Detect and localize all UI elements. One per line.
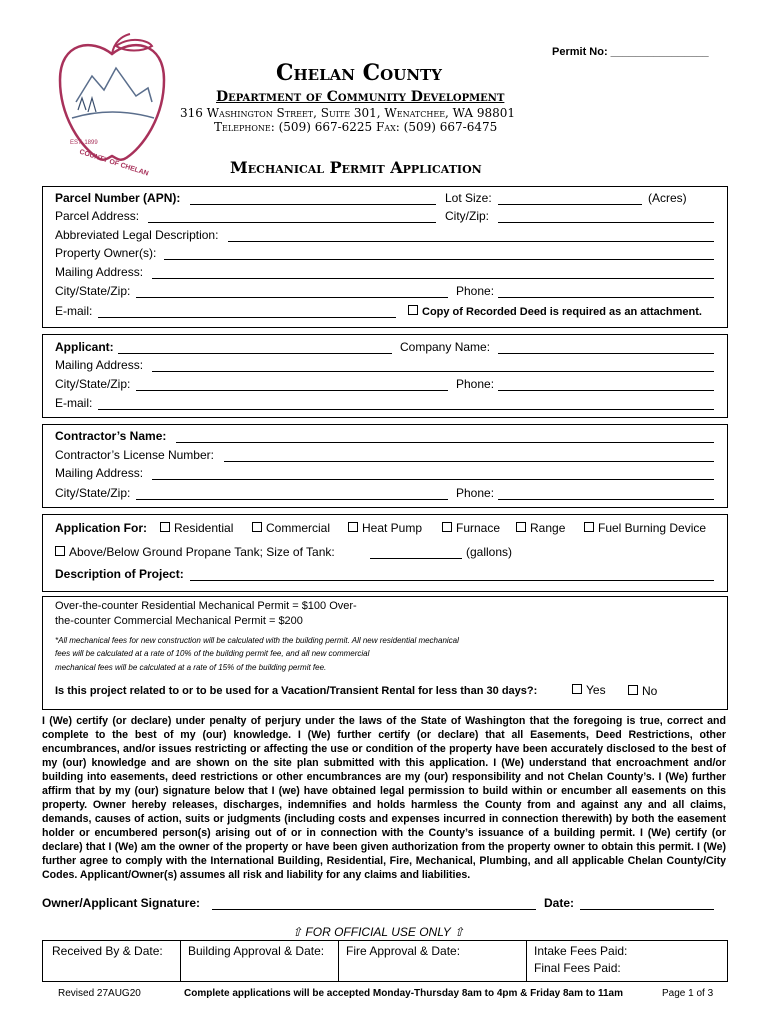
contractor-mailing-field[interactable] — [152, 479, 714, 480]
parcel-number-field[interactable] — [190, 204, 436, 205]
owner-email-field[interactable] — [98, 317, 396, 318]
legal-description-label: Abbreviated Legal Description: — [55, 228, 219, 242]
owner-city-state-zip-label: City/State/Zip: — [55, 284, 131, 298]
fee-note-3: mechanical fees will be calculated at a rate of 15% of the building permit fee. — [55, 663, 327, 672]
building-approval-label: Building Approval & Date: — [188, 944, 325, 958]
property-owners-label: Property Owner(s): — [55, 246, 157, 260]
owner-signature-field[interactable] — [212, 909, 536, 910]
rental-no-option[interactable] — [628, 684, 657, 698]
parcel-number-label: Parcel Number (APN): — [55, 191, 181, 205]
revised-date: Revised 27AUG20 — [58, 988, 141, 999]
lot-size-field[interactable] — [498, 204, 642, 205]
contractor-phone-label: Phone: — [456, 486, 495, 500]
heat-pump-checkbox[interactable] — [348, 522, 358, 532]
official-divider-2 — [338, 940, 339, 982]
owner-mailing-field[interactable] — [152, 278, 714, 279]
company-name-field[interactable] — [498, 353, 714, 354]
logo-est-text: EST. 1899 — [70, 140, 98, 146]
county-title: Chelan County — [276, 60, 442, 86]
propane-label: Above/Below Ground Propane Tank; Size of Tank: — [69, 545, 335, 559]
propane-checkbox[interactable] — [55, 546, 65, 556]
department-title: Department of Community Development — [216, 89, 505, 105]
official-use-text: FOR OFFICIAL USE ONLY — [305, 925, 451, 939]
signature-date-label: Date: — [544, 896, 575, 910]
rental-yes-checkbox[interactable] — [572, 684, 582, 694]
option-fuel-burning[interactable] — [584, 521, 706, 535]
applicant-label: Applicant: — [55, 340, 114, 354]
official-divider-1 — [180, 940, 181, 982]
rental-question: Is this project related to or to be used for a Vacation/Transient Rental for less than 30 days?: — [55, 685, 538, 697]
description-field[interactable] — [190, 580, 714, 581]
owner-phone-field[interactable] — [498, 297, 714, 298]
fee-commercial: the-counter Commercial Mechanical Permit = $200 — [55, 615, 303, 627]
contractor-city-state-zip-field[interactable] — [136, 499, 448, 500]
parcel-address-field[interactable] — [148, 222, 436, 223]
parcel-city-zip-field[interactable] — [498, 222, 714, 223]
range-label: Range — [530, 521, 566, 535]
option-residential[interactable] — [160, 521, 233, 535]
furnace-label: Furnace — [456, 521, 501, 535]
deed-note-text: Copy of Recorded Deed is required as an attachment. — [422, 306, 702, 318]
received-by-label: Received By & Date: — [52, 944, 163, 958]
signature-date-field[interactable] — [580, 909, 714, 910]
owner-mailing-label: Mailing Address: — [55, 265, 144, 279]
parcel-city-zip-label: City/Zip: — [445, 209, 490, 223]
contractor-name-label: Contractor’s Name: — [55, 429, 167, 443]
fee-residential: Over-the-counter Residential Mechanical Permit = $100 Over- — [55, 600, 357, 612]
owner-city-state-zip-field[interactable] — [136, 297, 448, 298]
owner-phone-label: Phone: — [456, 284, 495, 298]
applicant-phone-field[interactable] — [498, 390, 714, 391]
applicant-section — [42, 334, 728, 418]
contractor-license-label: Contractor’s License Number: — [55, 448, 214, 462]
applicant-field[interactable] — [118, 353, 392, 354]
property-owners-field[interactable] — [164, 259, 714, 260]
final-fees-label: Final Fees Paid: — [534, 961, 621, 975]
option-propane[interactable] — [55, 545, 335, 559]
owner-signature-label: Owner/Applicant Signature: — [42, 896, 201, 910]
residential-label: Residential — [174, 521, 234, 535]
official-use-heading — [292, 925, 464, 939]
certification-text: I (We) certify (or declare) under penalty of perjury under the laws of the State of Washington that the foregoing is true, correct and complete to the best of my (our) knowledge. I (We) further certify (or declare) that all Easements, Deed Restrictions, other encumbrances, and/or issues restricting or affecting the use or condition of the property have been accurately disclosed to the best of my (our) knowledge and are shown on the site plan submitted with this application. I (We) understand that encroachment and/or building into easements, deed restrictions or other encumbrances are my (our) responsibility and not Chelan County’s. I (We) further affirm that by my (our) signature below that I (we) have obtained legal permission to build within or encumber all easements on this property. Owner hereby releases, discharges, indemnifies and holds harmless the County from and against any and all claims, demands, causes of action, suits or judgments (including costs and expenses incurred in connection therewith) by both the easement holder or encumbered person(s) arising out of or in connection with the County’s issuance of a building permit. I (We) certify (or declare) that I (We) am the owner of the property or have been given authorization from the property owner to obtain this permit. I (We) further agree to comply with the International Building, Residential, Fire, Mechanical, Plumbing, and all applicable Chelan County/City Codes. Applicant/Owner(s) assumes all risk and liability for any claims and liabilities. — [42, 715, 726, 881]
deed-note — [408, 305, 702, 318]
furnace-checkbox[interactable] — [442, 522, 452, 532]
parcel-address-label: Parcel Address: — [55, 209, 140, 223]
fire-approval-label: Fire Approval & Date: — [346, 944, 461, 958]
page-number: Page 1 of 3 — [662, 988, 714, 999]
contractor-license-field[interactable] — [224, 461, 714, 462]
applicant-city-state-zip-field[interactable] — [136, 390, 448, 391]
hours-note: Complete applications will be accepted Monday-Thursday 8am to 4pm & Friday 8am to 11am — [184, 988, 624, 999]
contractor-phone-field[interactable] — [498, 499, 714, 500]
commercial-label: Commercial — [266, 521, 331, 535]
applicant-email-field[interactable] — [98, 409, 714, 410]
deed-checkbox[interactable] — [408, 305, 418, 315]
heat-pump-label: Heat Pump — [362, 521, 423, 535]
option-commercial[interactable] — [252, 521, 330, 535]
company-name-label: Company Name: — [400, 340, 491, 354]
application-for-label: Application For: — [55, 521, 147, 535]
department-telephone: Telephone: (509) 667-6225 Fax: (509) 667-6475 — [214, 120, 498, 134]
applicant-mailing-label: Mailing Address: — [55, 358, 144, 372]
residential-checkbox[interactable] — [160, 522, 170, 532]
intake-fees-label: Intake Fees Paid: — [534, 944, 628, 958]
option-heat-pump[interactable] — [348, 521, 422, 535]
contractor-mailing-label: Mailing Address: — [55, 466, 144, 480]
acres-label: (Acres) — [648, 191, 687, 205]
option-range[interactable] — [516, 521, 565, 535]
rental-yes-option[interactable] — [572, 683, 606, 697]
contractor-name-field[interactable] — [176, 442, 714, 443]
applicant-phone-label: Phone: — [456, 377, 495, 391]
department-address: 316 Washington Street, Suite 301, Wenatchee, WA 98801 — [180, 106, 516, 120]
lot-size-label: Lot Size: — [445, 191, 492, 205]
range-checkbox[interactable] — [516, 522, 526, 532]
rental-no-checkbox[interactable] — [628, 685, 638, 695]
owner-email-label: E-mail: — [55, 304, 93, 318]
description-label: Description of Project: — [55, 567, 184, 581]
fuel-burning-checkbox[interactable] — [584, 522, 594, 532]
contractor-city-state-zip-label: City/State/Zip: — [55, 486, 131, 500]
option-furnace[interactable] — [442, 521, 500, 535]
official-divider-3 — [526, 940, 527, 982]
commercial-checkbox[interactable] — [252, 522, 262, 532]
rental-no-label: No — [642, 684, 658, 698]
applicant-mailing-field[interactable] — [152, 371, 714, 372]
left-arrow-icon: ⇧ — [292, 925, 303, 939]
tank-size-field[interactable] — [370, 558, 462, 559]
gallons-label: (gallons) — [466, 545, 513, 559]
applicant-city-state-zip-label: City/State/Zip: — [55, 377, 131, 391]
fuel-burning-label: Fuel Burning Device — [598, 521, 707, 535]
permit-no-label: Permit No: ________________ — [552, 46, 709, 58]
fee-note-2: fees will be calculated at a rate of 10% of the building permit fee, and all new commercial — [55, 649, 370, 658]
fee-note-1: *All mechanical fees for new construction will be calculated with the building permit. All new residential mechanical — [55, 636, 459, 645]
applicant-email-label: E-mail: — [55, 396, 93, 410]
rental-yes-label: Yes — [586, 683, 606, 697]
county-seal-logo — [52, 32, 172, 178]
logo-county-text: COUNTY OF CHELAN — [78, 148, 150, 178]
right-arrow-icon: ⇧ — [453, 925, 464, 939]
form-title: Mechanical Permit Application — [230, 158, 482, 177]
legal-description-field[interactable] — [228, 241, 714, 242]
